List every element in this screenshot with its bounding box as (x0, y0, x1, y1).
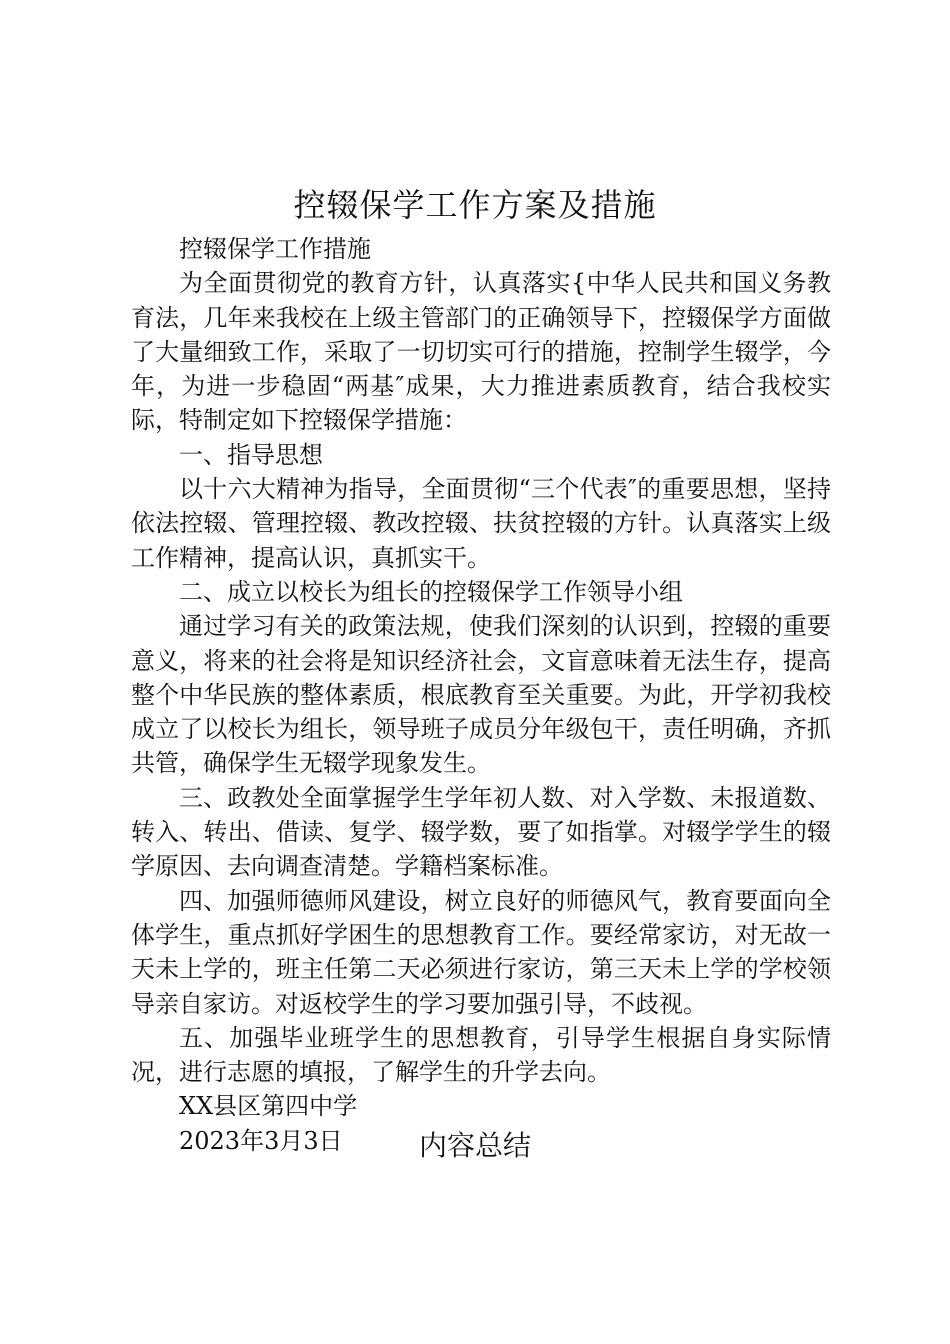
paragraph-intro: 为全面贯彻党的教育方针，认真落实{中华人民共和国义务教育法，几年来我校在上级主管部门的正确领导下，控辍保学方面做了大量细致工作，采取了一切切实可行的措施，控制学生辍学，今年，为进一步稳固“两基″成果，大力推进素质教育，结合我校实际，特制定如下控辍保学措施： (131, 269, 831, 435)
document-body (131, 232, 831, 1158)
signature-school: XX县区第四中学 (179, 1092, 358, 1121)
heading-section-2: 二、成立以校长为组长的控辍保学工作领导小组 (179, 577, 683, 606)
paragraph-section-4: 四、加强师德师风建设，树立良好的师德风气，教育要面向全体学生，重点抓好学困生的思想教育工作。要经常家访，对无故一天未上学的，班主任第二天必须进行家访，第三天未上学的学校领导亲自家访。对返校学生的学习要加强引导，不歧视。 (131, 886, 831, 1018)
paragraph-section-3: 三、政教处全面掌握学生学年初人数、对入学数、未报道数、转入、转出、借读、复学、辍学数，要了如指掌。对辍学学生的辍学原因、去向调查清楚。学籍档案标准。 (131, 783, 831, 881)
summary-title: 内容总结 (418, 1129, 531, 1162)
paragraph-subtitle: 控辍保学工作措施 (179, 235, 371, 263)
paragraph-section-1: 以十六大精神为指导，全面贯彻“三个代表″的重要思想，坚持依法控辍、管理控辍、教改控辍、扶贫控辍的方针。认真落实上级工作精神，提高认识，真抓实干。 (131, 475, 831, 572)
document-title: 控辍保学工作方案及措施 (293, 186, 657, 224)
heading-section-1: 一、指导思想 (179, 440, 323, 469)
signature-date: 2023年3月3日 (179, 1126, 343, 1155)
paragraph-section-5: 五、加强毕业班学生的思想教育，引导学生根据自身实际情况，进行志愿的填报，了解学生的升学去向。 (131, 1023, 831, 1087)
paragraph-section-2: 通过学习有关的政策法规，使我们深刻的认识到，控辍的重要意义，将来的社会将是知识经济社会，文盲意味着无法生存，提高整个中华民族的整体素质，根底教育至关重要。为此，开学初我校成立了以校长为组长，领导班子成员分年级包干，责任明确，齐抓共管，确保学生无辍学现象发生。 (131, 612, 831, 778)
